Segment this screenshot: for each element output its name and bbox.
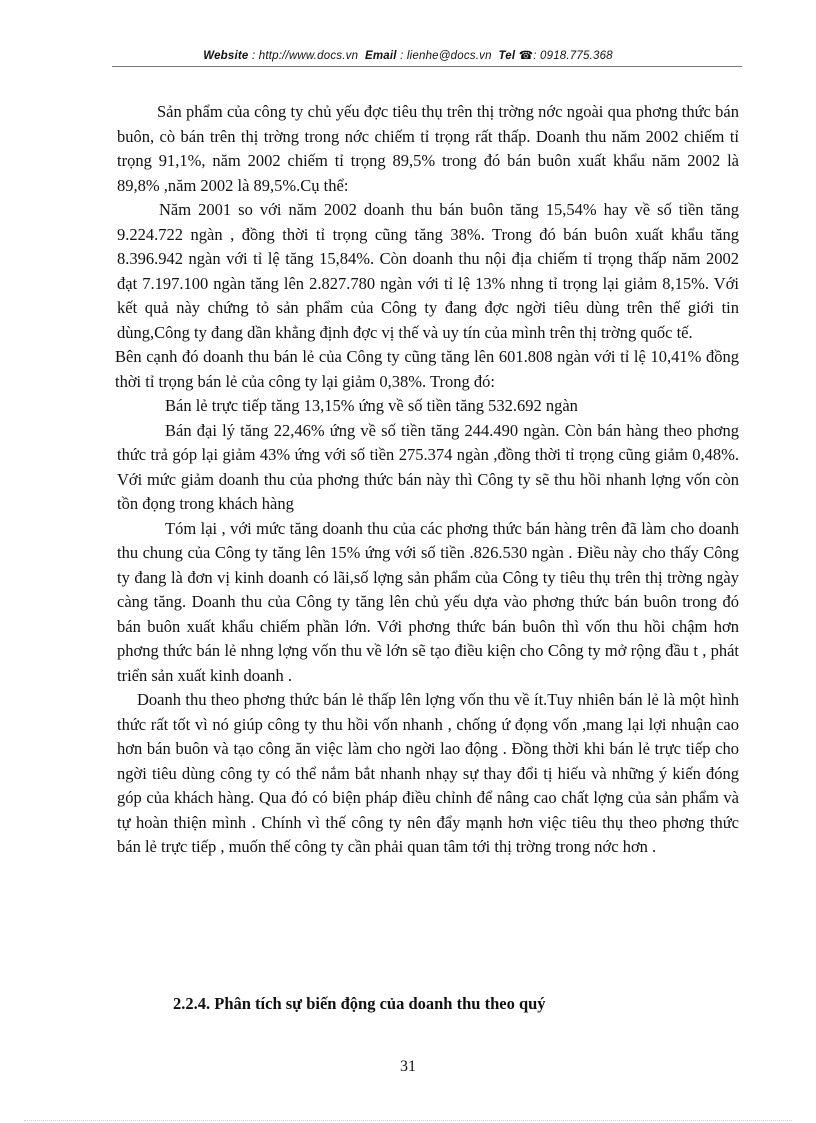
paragraph: Bán lẻ trực tiếp tăng 13,15% ứng về số tiền tăng 532.692 ngàn [165,396,578,415]
paragraph: Tóm lại , với mức tăng doanh thu của các phơng thức bán hàng trên đã làm cho doanh thu chung của Công ty tăng lên 15% ứng với số tiền .826.530 ngàn . Điều này cho thấy Công ty đang là đơn vị kinh doanh có lãi,số lợng sản phẩm của Công ty tiêu thụ trên thị trờng ngày càng tăng. Doanh thu của Công ty tăng lên chủ yếu dựa vào phơng thức bán buôn trong đó bán buôn xuất khẩu chiếm phần lớn. Với phơng thức bán buôn thì vốn thu hồi chậm hơn phơng thức bán lẻ nhng lợng vốn thu về lớn sẽ tạo điều kiện cho Công ty mở rộng đầu t , phát triển sản xuất kinh doanh . [117,518,739,685]
header-divider [112,66,742,67]
section-heading: 2.2.4. Phân tích sự biến động của doanh thu theo quý [173,994,546,1013]
page-header [0,48,816,62]
telephone-icon: ☎ [518,50,534,62]
document-body [117,100,739,860]
email-label: Email [365,50,397,62]
paragraph: Năm 2001 so với năm 2002 doanh thu bán buôn tăng 15,54% hay về số tiền tăng 9.224.722 ngàn , đồng thời tỉ trọng cũng tăng 38%. Trong đó bán buôn xuất khẩu tăng 8.396.942 ngàn với tỉ lệ tăng 15,84%. Còn doanh thu nội địa chiếm tỉ trọng thấp năm 2002 đạt 7.197.100 ngàn tăng lên 2.827.780 ngàn với tỉ lệ 13% nhng tỉ trọng lại giảm 8,15%. Với kết quả này chứng tỏ sản phẩm của Công ty đang đợc ngời tiêu dùng trên thế giới tin dùng,Công ty đang dần khẳng định đợc vị thế và uy tín của mình trên thị trờng quốc tế. [117,200,739,342]
website-label: Website [203,50,249,62]
footer-divider [24,1120,792,1121]
paragraph: Doanh thu theo phơng thức bán lẻ thấp lên lợng vốn thu về ít.Tuy nhiên bán lẻ là một hình thức rất tốt vì nó giúp công ty thu hồi vốn nhanh , chống ứ đọng vốn ,mang lại lợi nhuận cao hơn bán buôn và tạo công ăn việc làm cho ngời lao động . Đồng thời khi bán lẻ trực tiếp cho ngời tiêu dùng công ty có thể nắm bắt nhanh nhạy sự thay đổi tị hiếu và những ý kiến đóng góp của khách hàng. Qua đó có biện pháp điều chỉnh để nâng cao chất lợng của sản phẩm và tự hoàn thiện mình . Chính vì thế công ty nên đẩy mạnh hơn việc tiêu thụ theo phơng thức bán lẻ trực tiếp , muốn thế công ty cần phải quan tâm tới thị trờng trong nớc hơn . [117,690,739,856]
tel-label: Tel [498,50,516,62]
website-value: : http://www.docs.vn [251,50,359,62]
paragraph: Bên cạnh đó doanh thu bán lẻ của Công ty cũng tăng lên 601.808 ngàn với tỉ lệ 10,41% đồng thời tỉ trọng bán lẻ của công ty lại giảm 0,38%. Trong đó: [115,347,739,391]
email-value: : lienhe@docs.vn [400,50,492,62]
tel-value: : 0918.775.368 [533,50,613,62]
paragraph: Sản phẩm của công ty chủ yếu đợc tiêu thụ trên thị trờng nớc ngoài qua phơng thức bán buôn, cò bán trên thị trờng trong nớc chiếm tỉ trọng rất thấp. Doanh thu năm 2002 chiếm tỉ trọng 91,1%, năm 2002 chiếm tỉ trọng 89,5% trong đó bán buôn xuất khẩu năm 2002 là 89,8% ,năm 2002 là 89,5%.Cụ thể: [117,102,739,195]
paragraph: Bán đại lý tăng 22,46% ứng về số tiền tăng 244.490 ngàn. Còn bán hàng theo phơng thức trả góp lại giảm 43% ứng với số tiền 275.374 ngàn ,đồng thời tỉ trọng cũng giảm 0,48%. Với mức giảm doanh thu của phơng thức bán này thì Công ty sẽ thu hồi nhanh lợng vốn còn tồn đọng trong khách hàng [117,420,739,513]
page-number: 31 [400,1058,416,1075]
